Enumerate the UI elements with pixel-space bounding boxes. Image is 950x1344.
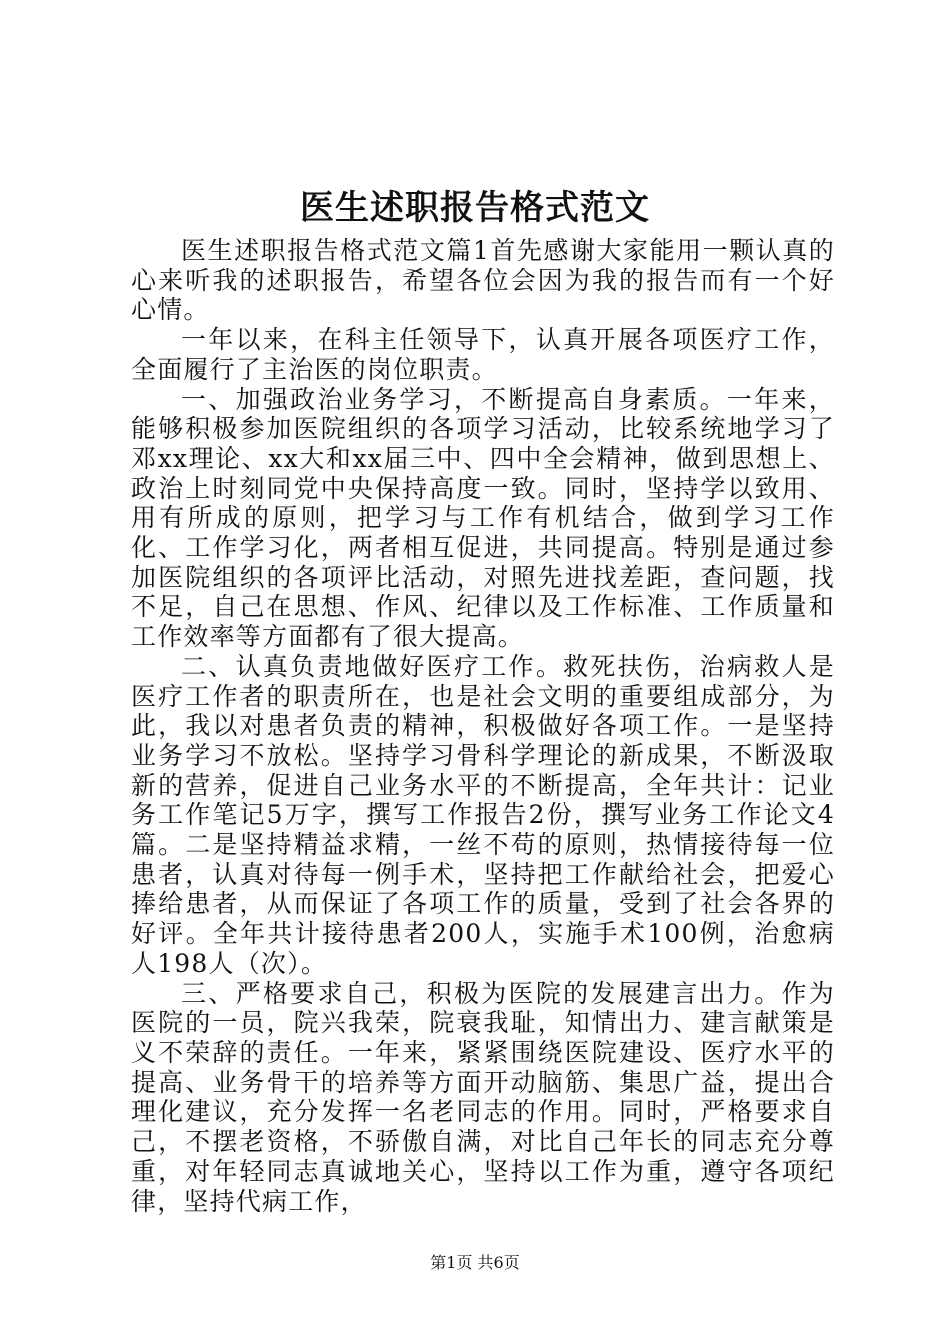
paragraph: 三、严格要求自己，积极为医院的发展建言出力。作为医院的一员，院兴我荣，院衰我耻，知情出力、建言献策是义不荣辞的责任。一年来，紧紧围绕医院建设、医疗水平的提高、业务骨干的培养等方面开动脑筋、集思广益，提出合理化建议，充分发挥一名老同志的作用。同时，严格要求自己，不摆老资格，不骄傲自满，对比自己年长的同志充分尊重，对年轻同志真诚地关心，坚持以工作为重，遵守各项纪律，坚持代病工作，: [131, 978, 835, 1216]
document-body: [131, 236, 835, 1216]
paragraph: 一、加强政治业务学习，不断提高自身素质。一年来，能够积极参加医院组织的各项学习活动，比较系统地学习了邓xx理论、xx大和xx届三中、四中全会精神，做到思想上、政治上时刻同党中央保持高度一致。同时，坚持学以致用、用有所成的原则，把学习与工作有机结合，做到学习工作化、工作学习化，两者相互促进，共同提高。特别是通过参加医院组织的各项评比活动，对照先进找差距，查问题，找不足，自己在思想、作风、纪律以及工作标准、工作质量和工作效率等方面都有了很大提高。: [131, 384, 835, 652]
paragraph: 一年以来，在科主任领导下，认真开展各项医疗工作，全面履行了主治医的岗位职责。: [131, 325, 835, 384]
document-title: 医生述职报告格式范文: [300, 188, 650, 228]
paragraph: 医生述职报告格式范文篇1首先感谢大家能用一颗认真的心来听我的述职报告，希望各位会因为我的报告而有一个好心情。: [131, 236, 835, 325]
page-number-footer: 第1页 共6页: [430, 1253, 520, 1272]
paragraph: 二、认真负责地做好医疗工作。救死扶伤，治病救人是医疗工作者的职责所在，也是社会文明的重要组成部分，为此，我以对患者负责的精神，积极做好各项工作。一是坚持业务学习不放松。坚持学习骨科学理论的新成果，不断汲取新的营养，促进自己业务水平的不断提高，全年共计：记业务工作笔记5万字，撰写工作报告2份，撰写业务工作论文4篇。二是坚持精益求精，一丝不苟的原则，热情接待每一位患者，认真对待每一例手术，坚持把工作献给社会，把爱心捧给患者，从而保证了各项工作的质量，受到了社会各界的好评。全年共计接待患者200人，实施手术100例，治愈病人198人（次）。: [131, 651, 835, 978]
